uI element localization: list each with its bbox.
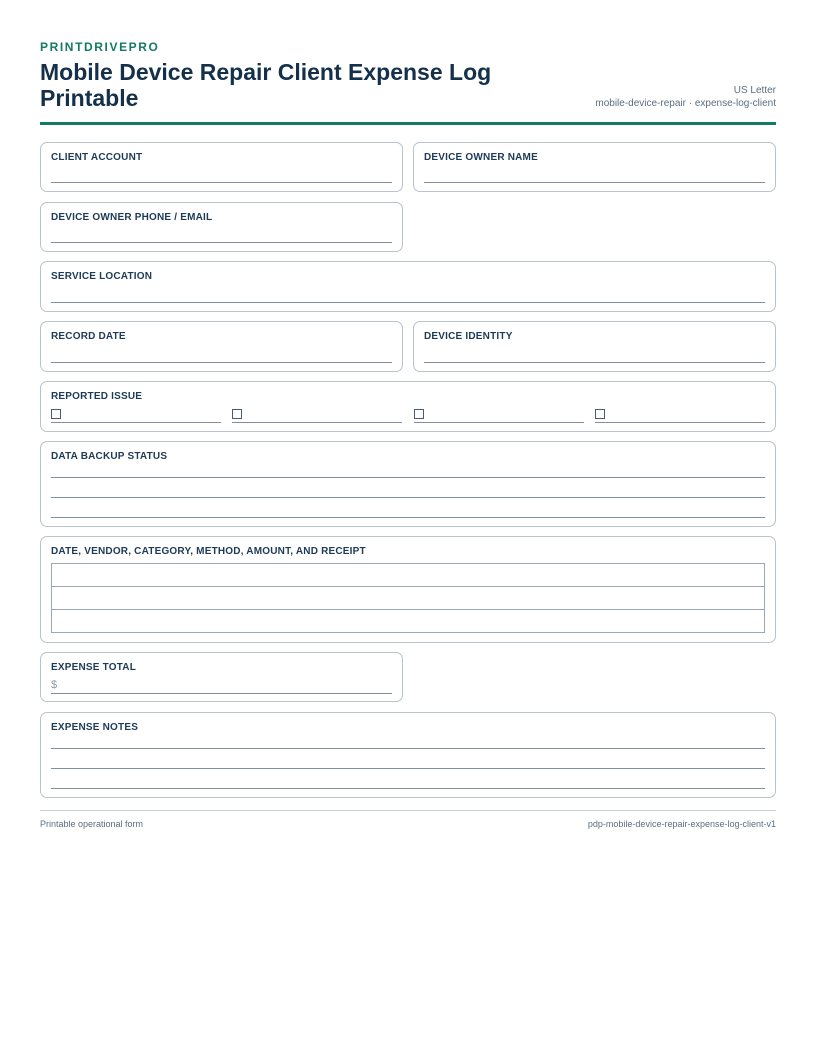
document-meta bbox=[595, 84, 776, 110]
header-divider bbox=[40, 122, 776, 125]
record-date-label: RECORD DATE bbox=[51, 331, 126, 342]
paper-size: US Letter bbox=[733, 85, 776, 96]
table-cell[interactable] bbox=[52, 610, 765, 633]
device-owner-name-input-line[interactable] bbox=[424, 182, 765, 183]
table-row bbox=[52, 587, 765, 610]
device-identity-field bbox=[413, 321, 776, 372]
device-owner-name-field bbox=[413, 142, 776, 192]
expense-notes-input-line[interactable] bbox=[51, 768, 765, 769]
record-date-field bbox=[40, 321, 403, 372]
device-owner-contact-input-line[interactable] bbox=[51, 242, 392, 243]
reported-issue-option[interactable] bbox=[51, 408, 221, 423]
reported-issue-label: REPORTED ISSUE bbox=[51, 391, 143, 402]
footer-caption: Printable operational form bbox=[40, 819, 144, 829]
device-owner-contact-field bbox=[40, 202, 403, 252]
brand-name: PRINTDRIVEPRO bbox=[40, 40, 160, 54]
form-slug: mobile-device-repair · expense-log-client bbox=[595, 98, 776, 109]
data-backup-status-label: DATA BACKUP STATUS bbox=[51, 451, 168, 462]
checkbox[interactable] bbox=[51, 409, 61, 419]
currency-symbol: $ bbox=[51, 679, 58, 691]
expense-notes-input-line[interactable] bbox=[51, 788, 765, 789]
service-location-field bbox=[40, 261, 776, 312]
expense-total-label: EXPENSE TOTAL bbox=[51, 662, 137, 673]
table-row bbox=[52, 610, 765, 633]
client-account-field bbox=[40, 142, 403, 192]
device-identity-input-line[interactable] bbox=[424, 362, 765, 363]
table-cell[interactable] bbox=[52, 587, 765, 610]
data-backup-status-input-line[interactable] bbox=[51, 477, 765, 478]
table-row bbox=[52, 564, 765, 587]
reported-issue-options bbox=[51, 408, 765, 424]
device-owner-contact-label: DEVICE OWNER PHONE / EMAIL bbox=[51, 212, 213, 223]
expense-notes-label: EXPENSE NOTES bbox=[51, 722, 139, 733]
record-date-input-line[interactable] bbox=[51, 362, 392, 363]
expense-notes-input-line[interactable] bbox=[51, 748, 765, 749]
checkbox[interactable] bbox=[595, 409, 605, 419]
form-id: pdp-mobile-device-repair-expense-log-client-v1 bbox=[587, 819, 776, 829]
client-account-input-line[interactable] bbox=[51, 182, 392, 183]
reported-issue-option[interactable] bbox=[414, 408, 584, 423]
data-backup-status-field bbox=[40, 441, 776, 527]
reported-issue-option[interactable] bbox=[595, 408, 765, 423]
device-identity-label: DEVICE IDENTITY bbox=[424, 331, 513, 342]
data-backup-status-input-line[interactable] bbox=[51, 497, 765, 498]
service-location-input-line[interactable] bbox=[51, 302, 765, 303]
reported-issue-option[interactable] bbox=[232, 408, 402, 423]
client-account-label: CLIENT ACCOUNT bbox=[51, 152, 143, 163]
checkbox[interactable] bbox=[232, 409, 242, 419]
expense-table-label: DATE, VENDOR, CATEGORY, METHOD, AMOUNT, AND RECEIPT bbox=[51, 546, 366, 557]
page-title: Mobile Device Repair Client Expense Log Printable bbox=[40, 59, 492, 111]
checkbox[interactable] bbox=[414, 409, 424, 419]
expense-notes-field bbox=[40, 712, 776, 798]
table-cell[interactable] bbox=[52, 564, 765, 587]
data-backup-status-input-line[interactable] bbox=[51, 517, 765, 518]
expense-table bbox=[51, 563, 765, 633]
expense-table-field bbox=[40, 536, 776, 643]
device-owner-name-label: DEVICE OWNER NAME bbox=[424, 152, 538, 163]
service-location-label: SERVICE LOCATION bbox=[51, 271, 153, 282]
reported-issue-field bbox=[40, 381, 776, 432]
expense-total-input-line[interactable] bbox=[51, 693, 392, 694]
footer-divider bbox=[40, 810, 776, 811]
expense-total-field bbox=[40, 652, 403, 702]
